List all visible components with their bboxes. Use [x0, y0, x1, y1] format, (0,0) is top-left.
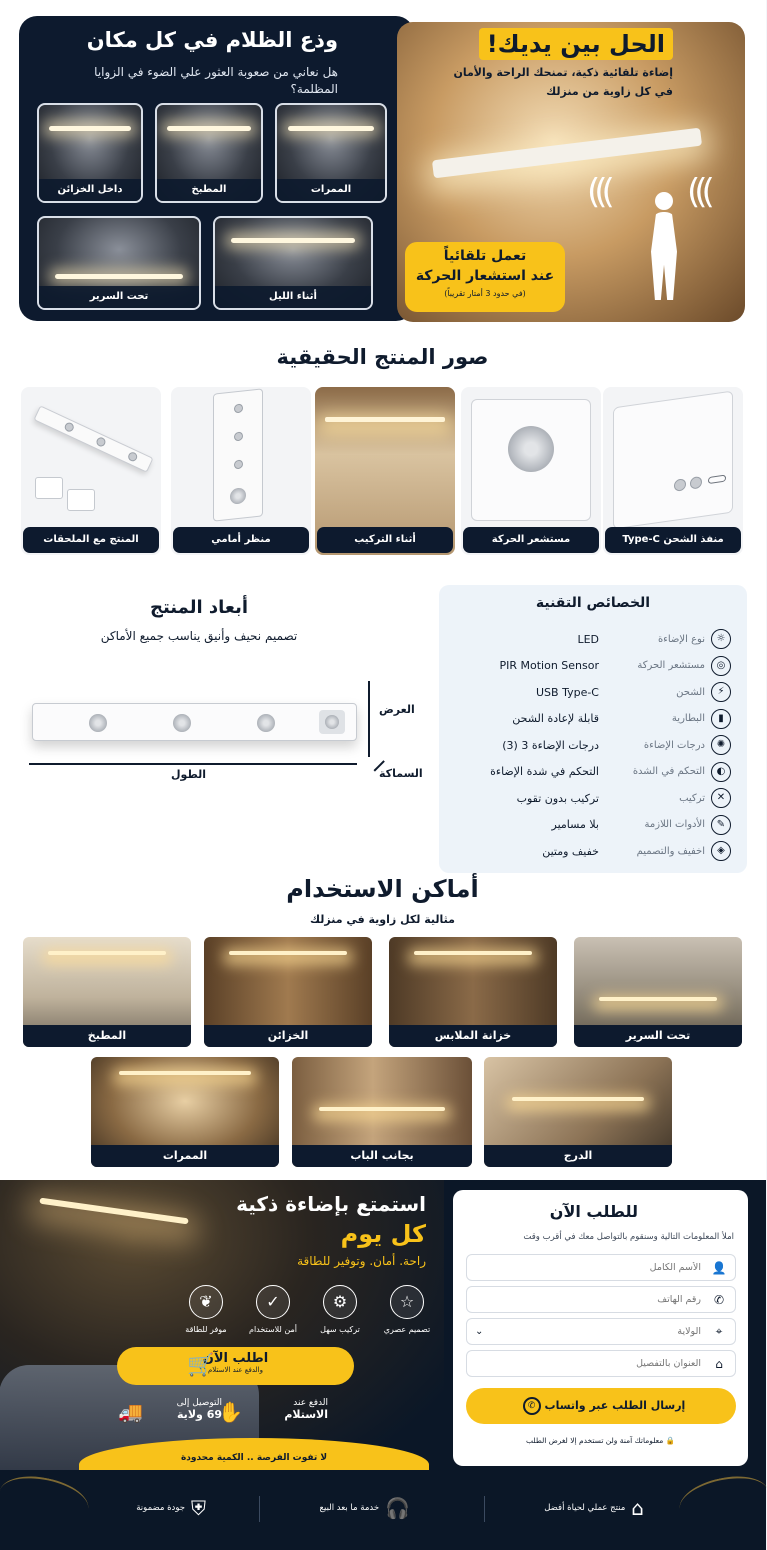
photo-caption: المنتج مع الملحقات [24, 527, 160, 553]
spec-value: درجات الإضاءة 3 (3) [503, 738, 600, 752]
design-icon: ◈ [712, 841, 732, 861]
spec-row [452, 759, 732, 785]
shield-check-icon: ⛨ [192, 1496, 207, 1520]
decorative-swirl [676, 1469, 767, 1531]
whatsapp-icon: ✆ [524, 1397, 542, 1415]
footer-quality: ⛨ جودة مضمونة [137, 1496, 207, 1520]
hand-money-icon: ✋ [219, 1400, 244, 1424]
width-label: العرض [380, 703, 416, 716]
order-button-label: اطلب الآن [203, 1351, 270, 1366]
spec-key: البطارية [672, 713, 706, 724]
full-name-field[interactable] [467, 1254, 737, 1281]
solution-title: الحل بين يديك! [480, 28, 674, 60]
installed-light [326, 417, 446, 422]
badge-note: (في حدود 3 أمتار تقريباً) [445, 288, 527, 298]
feature-easy-install: ⚙ تركيب سهل [305, 1285, 377, 1334]
phone-input[interactable] [476, 1294, 712, 1305]
decorative-swirl [0, 1469, 94, 1531]
place-wardrobe [390, 937, 558, 1047]
footer-after-sales: 🎧 خدمة ما بعد البيع [320, 1496, 411, 1520]
scene-cabinet [38, 103, 144, 203]
limited-offer-banner: لا تفوت الفرصة .. الكمية محدودة [80, 1438, 430, 1470]
leaf-icon: ❦ [190, 1285, 224, 1319]
truck-icon: 🚚 [119, 1400, 144, 1424]
install-icon: ✕ [712, 788, 732, 808]
star-icon: ☆ [391, 1285, 425, 1319]
product-bar [34, 405, 154, 472]
cash-on-delivery-info: الدفع عند الاستلام ✋ [219, 1398, 329, 1424]
scene-under-bed [38, 216, 202, 310]
mounting-clip [68, 489, 96, 511]
light-glow [289, 126, 375, 131]
spec-key: اخفيف والتصميم [637, 845, 706, 857]
spec-value: التحكم في شدة الإضاءة [491, 765, 600, 778]
usage-places-section [0, 875, 767, 1180]
photo-caption: أثناء التركيب [318, 527, 454, 553]
shield-check-icon: ✓ [257, 1285, 291, 1319]
photo-caption: منفذ الشحن Type-C [606, 527, 742, 553]
product-photos-section [0, 335, 767, 575]
spec-value: USB Type-C [537, 685, 600, 699]
brightness-icon: ✺ [712, 735, 732, 755]
light-glow [168, 126, 251, 131]
length-arrow [30, 763, 358, 765]
spec-row [452, 679, 732, 705]
place-closets [205, 937, 373, 1047]
spec-value: قابلة لإعادة الشحن [513, 712, 600, 725]
cart-icon: 🛒 [188, 1353, 216, 1378]
motion-waves-icon: ))) [688, 172, 710, 212]
address-field[interactable] [467, 1350, 737, 1377]
photo-front-view [172, 387, 312, 555]
scene-night [214, 216, 374, 310]
usage-title: أماكن الاستخدام [287, 875, 480, 903]
form-title: للطلب الآن [550, 1202, 639, 1221]
feature-energy-saving: ❦ موفر للطاقة [171, 1285, 243, 1334]
hero-section [0, 0, 767, 335]
photos-title: صور المنتج الحقيقية [277, 345, 490, 369]
specs-title: الخصائص التقنية [536, 595, 652, 611]
home-icon: ⌂ [716, 1356, 724, 1371]
problem-panel [20, 16, 415, 321]
motion-icon: ◎ [712, 656, 732, 676]
walking-person-icon [648, 192, 684, 302]
spec-row [452, 732, 732, 758]
whatsapp-submit-button[interactable] [467, 1388, 737, 1424]
spec-row [452, 838, 732, 864]
state-input[interactable] [484, 1326, 712, 1337]
spec-value: خفيف ومتين [543, 844, 600, 858]
badge-line-1: تعمل تلقائياً [444, 248, 528, 264]
home-icon: ⌂ [632, 1496, 645, 1520]
badge-line-2: عند استشعار الحركة [416, 268, 556, 285]
scene-caption: أثناء الليل [216, 286, 372, 308]
length-label: الطول [172, 768, 208, 781]
place-stairs [485, 1057, 673, 1167]
photo-caption: منظر أمامي [174, 527, 310, 553]
cta-title: استمتع بإضاءة ذكية [237, 1192, 427, 1216]
delivery-info: التوصيل إلى 69 ولاية 🚚 [119, 1398, 223, 1424]
spec-key: الشحن [677, 686, 706, 698]
light-glow [232, 238, 357, 243]
problem-title: وذع الظلام في كل مكان [87, 28, 339, 52]
secure-note: 🔒 معلوماتك آمنة ولن تستخدم إلا لغرض الطلب [526, 1436, 677, 1445]
footer-practical-product: ⌂ منتج عملي لحياة أفضل [545, 1496, 645, 1520]
solution-panel [398, 22, 746, 322]
auto-motion-badge [406, 242, 566, 312]
mounting-clip [36, 477, 64, 499]
usb-c-port-icon [709, 475, 727, 485]
usage-subtitle: مثالية لكل زاوية في منزلك [311, 913, 456, 926]
pir-sensor-icon [509, 426, 555, 472]
place-hallways [92, 1057, 280, 1167]
state-select[interactable] [467, 1318, 737, 1345]
spec-value: بلا مسامير [552, 818, 600, 831]
spec-row [452, 626, 732, 652]
photo-type-c-port [604, 387, 744, 555]
product-dimension-image [33, 703, 358, 741]
spec-key: تركيب [680, 792, 706, 804]
dimensions-subtitle: تصميم نحيف وأنيق يناسب جميع الأماكن [101, 629, 299, 643]
spec-key: مستشعر الحركة [638, 660, 706, 671]
place-caption: الممرات [92, 1145, 280, 1167]
chevron-down-icon: ⌄ [476, 1326, 485, 1337]
submit-label: إرسال الطلب عبر واتساب [545, 1399, 687, 1412]
spec-row [452, 785, 732, 811]
place-kitchen [24, 937, 192, 1047]
light-glow [56, 274, 184, 279]
battery-icon: ▮ [712, 709, 732, 729]
lock-icon: 🔒 [666, 1436, 677, 1445]
photo-motion-sensor [462, 387, 602, 555]
spec-row [452, 653, 732, 679]
scene-caption: تحت السرير [40, 286, 200, 308]
tools-icon: ✎ [712, 815, 732, 835]
order-now-button[interactable] [118, 1347, 355, 1385]
cta-highlight: كل يوم [341, 1220, 427, 1248]
dimensions-specs-section [0, 575, 767, 875]
phone-field[interactable] [467, 1286, 737, 1313]
photo-with-accessories [22, 387, 162, 555]
spec-value: PIR Motion Sensor [500, 659, 600, 672]
charging-icon: ⚡ [712, 682, 732, 702]
place-caption: تحت السرير [575, 1025, 743, 1047]
user-icon: 👤 [712, 1260, 728, 1275]
scene-hallway [276, 103, 388, 203]
headset-icon: 🎧 [386, 1496, 411, 1520]
spec-key: الأدوات اللازمة [645, 819, 706, 830]
address-input[interactable] [476, 1358, 712, 1369]
phone-icon: ✆ [714, 1292, 726, 1307]
spec-value: LED [578, 632, 600, 646]
photo-installed [316, 387, 456, 555]
spec-key: درجات الإضاءة [644, 739, 706, 751]
led-bar-image [433, 128, 703, 179]
order-form [454, 1190, 749, 1466]
dimmer-icon: ◐ [712, 762, 732, 782]
dimensions-title: أبعاد المنتج [150, 597, 249, 618]
width-arrow [369, 681, 371, 757]
form-subtitle: املأ المعلومات التالية وسنقوم بالتواصل معك في أقرب وقت [524, 1232, 735, 1242]
scene-caption: الممرات [278, 179, 386, 201]
scene-caption: المطبخ [158, 179, 262, 201]
order-button-sub: والدفع عند الاستلام [208, 1366, 265, 1374]
tech-specs-panel [440, 585, 748, 873]
place-caption: بجانب الباب [293, 1145, 473, 1167]
place-beside-door [293, 1057, 473, 1167]
full-name-input[interactable] [476, 1262, 712, 1273]
solution-subtitle: إضاءة تلقائية ذكية، تمنحك الراحة والأمان في كل زاوية من منزلك [454, 66, 674, 98]
spec-key: التحكم في الشدة [633, 766, 706, 777]
motion-waves-icon: ))) [588, 172, 610, 212]
place-under-bed [575, 937, 743, 1047]
order-section [0, 1180, 767, 1470]
bulb-icon: ☼ [712, 629, 732, 649]
place-caption: المطبخ [24, 1025, 192, 1047]
thickness-label: السماكة [380, 767, 424, 780]
feature-safe-use: ✓ أمن للاستخدام [238, 1285, 310, 1334]
light-glow [50, 126, 132, 131]
product-bar [214, 388, 264, 521]
place-caption: خزانة الملابس [390, 1025, 558, 1047]
spec-row [452, 812, 732, 838]
location-pin-icon: ⌖ [716, 1324, 724, 1338]
photo-caption: مستشعر الحركة [464, 527, 600, 553]
spec-value: تركيب بدون تقوب [517, 791, 600, 805]
gear-icon: ⚙ [324, 1285, 358, 1319]
scene-caption: داخل الخزائن [40, 179, 142, 201]
cta-tagline: راحة. أمان. وتوفير للطاقة [298, 1254, 427, 1268]
spec-row [452, 706, 732, 732]
feature-modern-design: ☆ تصميم عصري [372, 1285, 444, 1334]
problem-subtitle: هل نعاني من صعوبة العثور علي الضوء في الزوايا المظلمة؟ [95, 65, 339, 97]
spec-key: نوع الإضاءة [658, 633, 706, 645]
footer [0, 1470, 767, 1550]
place-caption: الخزائن [205, 1025, 373, 1047]
scene-kitchen [156, 103, 264, 203]
place-caption: الدرج [485, 1145, 673, 1167]
